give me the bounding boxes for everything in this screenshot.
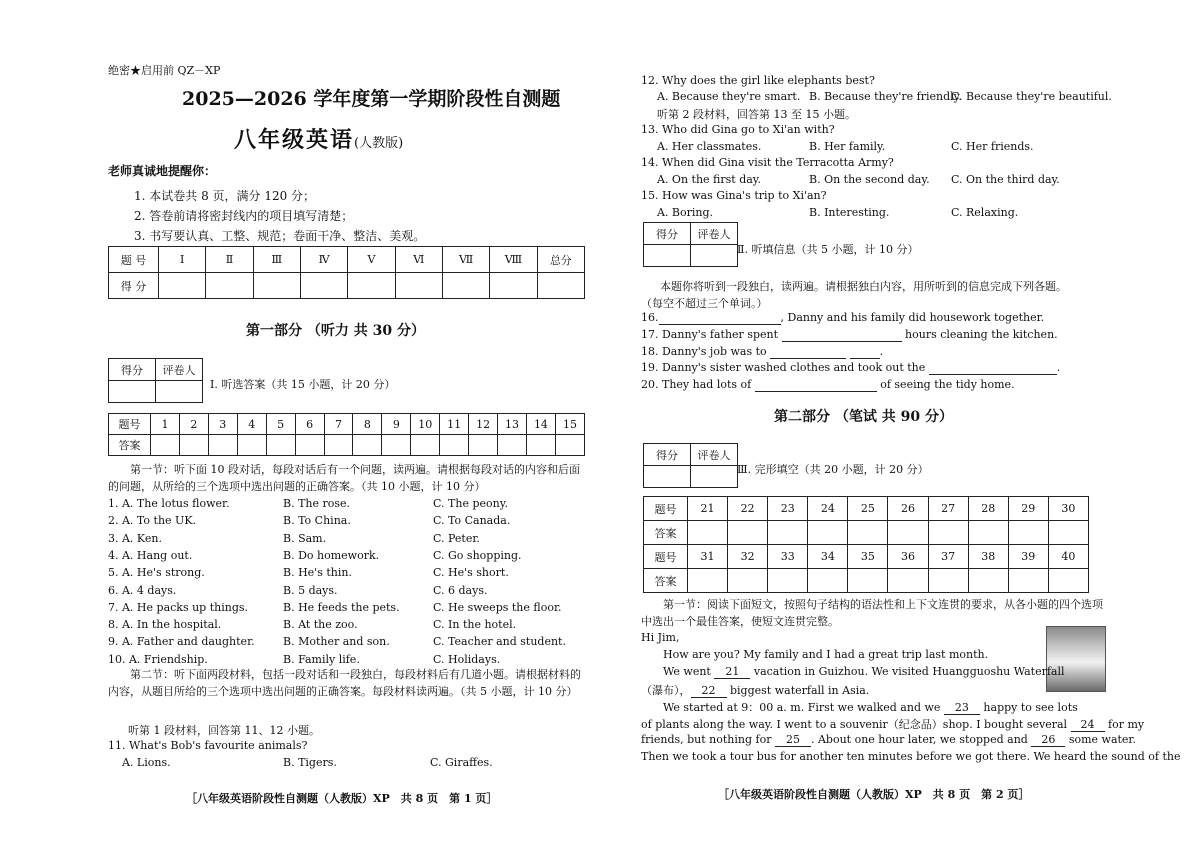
question-number-cell: 9 <box>382 414 411 435</box>
score-row-head: 得 分 <box>109 273 159 299</box>
answer-table-a-head: 答案 <box>644 521 688 545</box>
question-number-cell: 6 <box>295 414 324 435</box>
question-number-cell: 8 <box>353 414 382 435</box>
question-number-cell: 13 <box>498 414 527 435</box>
reminder-1: 1. 本试卷共 8 页，满分 120 分； <box>134 189 316 203</box>
q1-option-a[interactable]: 1. A. The lotus flower. <box>108 497 230 510</box>
question-number-cell: 24 <box>808 497 848 521</box>
fill-18-tail: . <box>879 345 884 358</box>
question-number-cell: 36 <box>888 545 928 569</box>
score-cell[interactable] <box>442 273 489 299</box>
grader-box-2 <box>643 222 738 267</box>
fill-18 <box>641 345 883 359</box>
grader-box-1 <box>108 358 203 403</box>
answer-cell[interactable] <box>382 435 411 456</box>
answer-cell[interactable] <box>968 569 1008 593</box>
passage-line-6 <box>641 733 1136 747</box>
answer-cell[interactable] <box>768 569 808 593</box>
score-col: Ⅱ <box>206 247 253 273</box>
q11-option-a[interactable]: A. Lions. <box>122 756 171 769</box>
passage-text: We went <box>663 665 711 678</box>
answer-cell[interactable] <box>1008 569 1048 593</box>
fill-16-num: 16. <box>641 311 659 324</box>
score-col: 总分 <box>537 247 584 273</box>
answer-cell[interactable] <box>179 435 208 456</box>
exam-title: 2025—2026 学年度第一学期阶段性自测题 <box>182 88 561 110</box>
answer-table-1 <box>108 413 585 456</box>
section3-title: Ⅲ. 完形填空（共 20 小题，计 20 分） <box>737 463 929 476</box>
q13-option-c[interactable]: C. Her friends. <box>951 140 1034 153</box>
score-col: Ⅶ <box>442 247 489 273</box>
passage-text: . About one hour later, we stopped and <box>810 733 1028 746</box>
score-cell[interactable] <box>253 273 300 299</box>
answer-cell[interactable] <box>688 521 728 545</box>
answer-cell[interactable] <box>768 521 808 545</box>
answer-cell[interactable] <box>498 435 527 456</box>
score-table-head: 题 号 <box>109 247 159 273</box>
blank-24[interactable]: 24 <box>1071 718 1105 732</box>
answer-cell[interactable] <box>728 521 768 545</box>
q14-option-c[interactable]: C. On the third day. <box>951 173 1060 186</box>
question-number-cell: 33 <box>768 545 808 569</box>
fill-17-text: 17. Danny's father spent <box>641 328 779 341</box>
q3-option-b[interactable]: B. Sam. <box>283 531 327 545</box>
part1-title: 第一部分 （听力 共 30 分） <box>246 323 425 339</box>
question-number-cell: 39 <box>1008 545 1048 569</box>
blank-18b[interactable] <box>850 345 880 359</box>
passage-text: We started at 9：00 a. m. First we walked and we <box>663 701 941 714</box>
material2: 听第 2 段材料，回答第 13 至 15 小题。 <box>657 108 856 121</box>
part2-title: 第二部分 （笔试 共 90 分） <box>774 409 953 425</box>
score-col: Ⅷ <box>490 247 537 273</box>
q6-option-b[interactable]: B. 5 days. <box>283 583 338 597</box>
q11-option-b[interactable]: B. Tigers. <box>283 756 337 769</box>
grader-reviewer-label: 评卷人 <box>691 223 738 245</box>
answer-cell[interactable] <box>808 569 848 593</box>
score-cell[interactable] <box>490 273 537 299</box>
question-number-cell: 3 <box>208 414 237 435</box>
q12-stem: 12. Why does the girl like elephants best? <box>641 74 875 87</box>
q7-option-b[interactable]: B. He feeds the pets. <box>283 600 400 614</box>
q10-option-c[interactable]: C. Holidays. <box>433 652 501 666</box>
q1-option-c[interactable]: C. The peony. <box>433 497 508 510</box>
subtitle-edition: (人教版) <box>354 136 404 151</box>
passage-text: some water. <box>1068 733 1136 746</box>
answer-cell[interactable] <box>469 435 498 456</box>
q15-option-a[interactable]: A. Boring. <box>657 206 714 219</box>
sub2-intro: 第二节：听下面两段材料，包括一段对话和一段独白，每段材料后有几道小题。请根据材料的内容，从题目所给的三个选项中选出问题的正确答案。每段材料读两遍。（共 5 小题，计 10 分） <box>108 668 581 698</box>
passage-text: friends, but nothing for <box>641 733 772 746</box>
grader-reviewer-label: 评卷人 <box>691 444 738 466</box>
fill-17-tail: hours cleaning the kitchen. <box>905 328 1058 341</box>
passage-text: biggest waterfall in Asia. <box>730 684 870 697</box>
q4-option-c[interactable]: C. Go shopping. <box>433 548 522 562</box>
q6-option-a[interactable]: 6. A. 4 days. <box>108 583 177 597</box>
q15-option-b[interactable]: B. Interesting. <box>809 206 890 219</box>
exam-page-2 <box>600 0 1200 849</box>
section1-title: Ⅰ. 听选答案（共 15 小题，计 20 分） <box>210 378 396 391</box>
answer-cell[interactable] <box>411 435 440 456</box>
grader-score-label: 得分 <box>644 444 691 466</box>
answer-cell[interactable] <box>295 435 324 456</box>
grader-score-cell[interactable] <box>644 245 691 267</box>
reminder-heading: 老师真诚地提醒你： <box>108 164 217 178</box>
sub1-intro: 第一节：听下面 10 段对话，每段对话后有一个问题，读两遍。请根据每段对话的内容和后面的问题，从所给的三个选项中选出问题的正确答案。（共 10 小题，计 10 分） <box>108 463 580 493</box>
q10-option-a[interactable]: 10. A. Friendship. <box>108 652 208 666</box>
q2-option-b[interactable]: B. To China. <box>283 514 351 528</box>
q4-option-b[interactable]: B. Do homework. <box>283 548 380 562</box>
passage-text: （瀑布）， <box>641 684 691 697</box>
grader-reviewer-cell[interactable] <box>691 466 738 488</box>
question-number-cell: 2 <box>179 414 208 435</box>
q4-option-a[interactable]: 4. A. Hang out. <box>108 548 193 562</box>
score-cell[interactable] <box>159 273 206 299</box>
question-number-cell: 23 <box>768 497 808 521</box>
q2-option-c[interactable]: C. To Canada. <box>433 514 511 528</box>
q3-option-a[interactable]: 3. A. Ken. <box>108 531 162 545</box>
section2-note: （每空不超过三个单词。） <box>641 297 768 310</box>
answer-cell[interactable] <box>848 569 888 593</box>
question-number-cell: 40 <box>1048 545 1088 569</box>
answer-cell[interactable] <box>208 435 237 456</box>
grader-score-cell[interactable] <box>644 466 691 488</box>
blank-22[interactable]: 22 <box>691 684 727 698</box>
question-number-cell: 27 <box>928 497 968 521</box>
q9-option-b[interactable]: B. Mother and son. <box>283 635 390 649</box>
passage-line-2 <box>663 665 1065 679</box>
page2-footer: ［八年级英语阶段性自测题（人教版）XP 共 8 页 第 2 页］ <box>718 788 1030 801</box>
q5-option-c[interactable]: C. He's short. <box>433 566 509 580</box>
passage-greeting: Hi Jim, <box>641 631 680 644</box>
q7-option-c[interactable]: C. He sweeps the floor. <box>433 600 562 614</box>
score-col: Ⅵ <box>395 247 442 273</box>
q9-option-a[interactable]: 9. A. Father and daughter. <box>108 635 255 649</box>
question-number-cell: 21 <box>688 497 728 521</box>
q5-option-a[interactable]: 5. A. He's strong. <box>108 566 205 580</box>
q14-option-b[interactable]: B. On the second day. <box>809 173 930 186</box>
reminder-2: 2. 答卷前请将密封线内的项目填写清楚； <box>134 209 354 223</box>
grader-score-label: 得分 <box>109 359 156 381</box>
question-number-cell: 38 <box>968 545 1008 569</box>
q10-option-b[interactable]: B. Family life. <box>283 652 360 666</box>
fill-20-tail: of seeing the tidy home. <box>880 378 1015 391</box>
q13-option-a[interactable]: A. Her classmates. <box>657 140 762 153</box>
score-col: Ⅲ <box>253 247 300 273</box>
grader-score-cell[interactable] <box>109 381 156 403</box>
q11-option-c[interactable]: C. Giraffes. <box>430 756 493 769</box>
score-cell[interactable] <box>300 273 347 299</box>
passage-line-4 <box>663 699 1078 715</box>
q7-option-a[interactable]: 7. A. He packs up things. <box>108 600 249 614</box>
answer-cell[interactable] <box>1008 521 1048 545</box>
question-number-cell: 37 <box>928 545 968 569</box>
q3-option-c[interactable]: C. Peter. <box>433 531 480 545</box>
question-number-cell: 1 <box>151 414 180 435</box>
section3-intro: 第一节：阅读下面短文，按照句子结构的语法性和上下文连贯的要求，从各小题的四个选项中选出一个最佳答案，使短文连贯完整。 <box>641 598 1103 628</box>
q9-option-c[interactable]: C. Teacher and student. <box>433 635 566 649</box>
passage-line-1: How are you? My family and I had a great trip last month. <box>663 648 989 661</box>
answer-cell[interactable] <box>266 435 295 456</box>
answer-cell[interactable] <box>888 521 928 545</box>
answer-table-2 <box>643 496 1089 593</box>
subtitle-main: 八年级英语 <box>234 127 355 153</box>
passage-text: for my <box>1108 718 1145 731</box>
q13-option-b[interactable]: B. Her family. <box>809 140 886 153</box>
answer-cell[interactable] <box>353 435 382 456</box>
question-number-cell: 10 <box>411 414 440 435</box>
q8-option-c[interactable]: C. In the hotel. <box>433 618 517 632</box>
q15-option-c[interactable]: C. Relaxing. <box>951 206 1019 219</box>
waterfall-image <box>1046 626 1106 692</box>
answer-cell[interactable] <box>688 569 728 593</box>
question-number-cell: 35 <box>848 545 888 569</box>
fill-20 <box>641 378 1015 392</box>
section2-title: Ⅱ. 听填信息（共 5 小题，计 10 分） <box>737 243 919 256</box>
material1: 听第 1 段材料，回答第 11、12 小题。 <box>128 724 320 737</box>
q8-option-b[interactable]: B. At the zoo. <box>283 618 358 632</box>
blank-26[interactable]: 26 <box>1031 733 1065 747</box>
answer-table-a-head: 答案 <box>109 435 151 456</box>
q12-option-a[interactable]: A. Because they're smart. <box>657 90 801 103</box>
grader-reviewer-cell[interactable] <box>691 245 738 267</box>
answer-cell[interactable] <box>928 521 968 545</box>
blank-18a[interactable] <box>770 345 846 359</box>
answer-cell[interactable] <box>728 569 768 593</box>
q15-stem: 15. How was Gina's trip to Xi'an? <box>641 189 827 202</box>
question-number-cell: 4 <box>237 414 266 435</box>
fill-16-text: , Danny and his family did housework together. <box>780 311 1045 324</box>
answer-cell[interactable] <box>555 435 584 456</box>
question-number-cell: 12 <box>469 414 498 435</box>
grader-score-label: 得分 <box>644 223 691 245</box>
score-cell[interactable] <box>348 273 395 299</box>
grader-box-3 <box>643 443 738 488</box>
blank-21[interactable]: 21 <box>714 665 750 679</box>
score-table <box>108 246 585 299</box>
question-number-cell: 25 <box>848 497 888 521</box>
q14-stem: 14. When did Gina visit the Terracotta Army? <box>641 156 894 169</box>
q13-stem: 13. Who did Gina go to Xi'an with? <box>641 123 835 136</box>
score-cell[interactable] <box>395 273 442 299</box>
score-col: Ⅰ <box>159 247 206 273</box>
question-number-cell: 7 <box>324 414 353 435</box>
score-cell[interactable] <box>206 273 253 299</box>
answer-cell[interactable] <box>151 435 180 456</box>
grader-reviewer-cell[interactable] <box>156 381 203 403</box>
page1-footer: ［八年级英语阶段性自测题（人教版）XP 共 8 页 第 1 页］ <box>186 792 498 805</box>
passage-text: vacation in Guizhou. We visited Huangguoshu Waterfall <box>753 665 1065 678</box>
answer-cell[interactable] <box>848 521 888 545</box>
question-number-cell: 15 <box>555 414 584 435</box>
answer-cell[interactable] <box>440 435 469 456</box>
q5-option-b[interactable]: B. He's thin. <box>283 566 352 580</box>
passage-line-7: Then we took a tour bus for another ten minutes before we got there. We heard the sound of the <box>641 750 1181 763</box>
blank-25[interactable]: 25 <box>775 733 811 747</box>
answer-cell[interactable] <box>526 435 555 456</box>
score-cell[interactable] <box>537 273 584 299</box>
q2-option-a[interactable]: 2. A. To the UK. <box>108 514 197 528</box>
fill-20-text: 20. They had lots of <box>641 378 752 391</box>
q11-stem: 11. What's Bob's favourite animals? <box>108 739 308 752</box>
question-number-cell: 34 <box>808 545 848 569</box>
q6-option-c[interactable]: C. 6 days. <box>433 583 488 597</box>
question-number-cell: 31 <box>688 545 728 569</box>
q1-option-b[interactable]: B. The rose. <box>283 497 351 510</box>
answer-table-q-head: 题号 <box>644 545 688 569</box>
answer-cell[interactable] <box>808 521 848 545</box>
answer-cell[interactable] <box>237 435 266 456</box>
question-number-cell: 5 <box>266 414 295 435</box>
passage-text: of plants along the way. I went to a souvenir（纪念品）shop. I bought several <box>641 718 1068 731</box>
fill-17 <box>641 328 1058 342</box>
fill-16 <box>641 311 1044 325</box>
q14-option-a[interactable]: A. On the first day. <box>657 173 762 186</box>
score-col: Ⅴ <box>348 247 395 273</box>
reminder-3: 3. 书写要认真、工整、规范；卷面干净、整洁、美观。 <box>134 229 426 243</box>
answer-table-q-head: 题号 <box>644 497 688 521</box>
question-number-cell: 32 <box>728 545 768 569</box>
blank-19[interactable] <box>929 361 1057 375</box>
blank-17[interactable] <box>782 328 902 342</box>
passage-line-5 <box>641 716 1144 732</box>
fill-19-tail: . <box>1056 361 1061 374</box>
fill-19 <box>641 361 1060 375</box>
q12-option-b[interactable]: B. Because they're friendly. <box>809 90 962 103</box>
blank-20[interactable] <box>755 378 877 392</box>
q8-option-a[interactable]: 8. A. In the hospital. <box>108 618 222 632</box>
fill-19-text: 19. Danny's sister washed clothes and took out the <box>641 361 926 374</box>
answer-cell[interactable] <box>1048 569 1088 593</box>
question-number-cell: 14 <box>526 414 555 435</box>
answer-cell[interactable] <box>968 521 1008 545</box>
answer-table-q-head: 题号 <box>109 414 151 435</box>
question-number-cell: 22 <box>728 497 768 521</box>
answer-cell[interactable] <box>928 569 968 593</box>
grader-reviewer-label: 评卷人 <box>156 359 203 381</box>
score-col: Ⅳ <box>300 247 347 273</box>
blank-23[interactable]: 23 <box>944 701 980 715</box>
answer-cell[interactable] <box>1048 521 1088 545</box>
fill-18-text: 18. Danny's job was to <box>641 345 767 358</box>
question-number-cell: 28 <box>968 497 1008 521</box>
question-number-cell: 11 <box>440 414 469 435</box>
passage-line-3 <box>641 682 869 698</box>
answer-table-a-head: 答案 <box>644 569 688 593</box>
passage-text: happy to see lots <box>983 701 1078 714</box>
question-number-cell: 26 <box>888 497 928 521</box>
section2-intro: 本题你将听到一段独白，读两遍。请根据独白内容，用所听到的信息完成下列各题。 <box>660 280 1067 293</box>
answer-cell[interactable] <box>888 569 928 593</box>
question-number-cell: 30 <box>1048 497 1088 521</box>
question-number-cell: 29 <box>1008 497 1048 521</box>
exam-subtitle <box>234 123 403 154</box>
answer-cell[interactable] <box>324 435 353 456</box>
blank-16[interactable] <box>659 311 781 325</box>
secret-mark: 绝密★启用前 QZ－XP <box>108 64 221 77</box>
q12-option-c[interactable]: C. Because they're beautiful. <box>951 90 1112 103</box>
